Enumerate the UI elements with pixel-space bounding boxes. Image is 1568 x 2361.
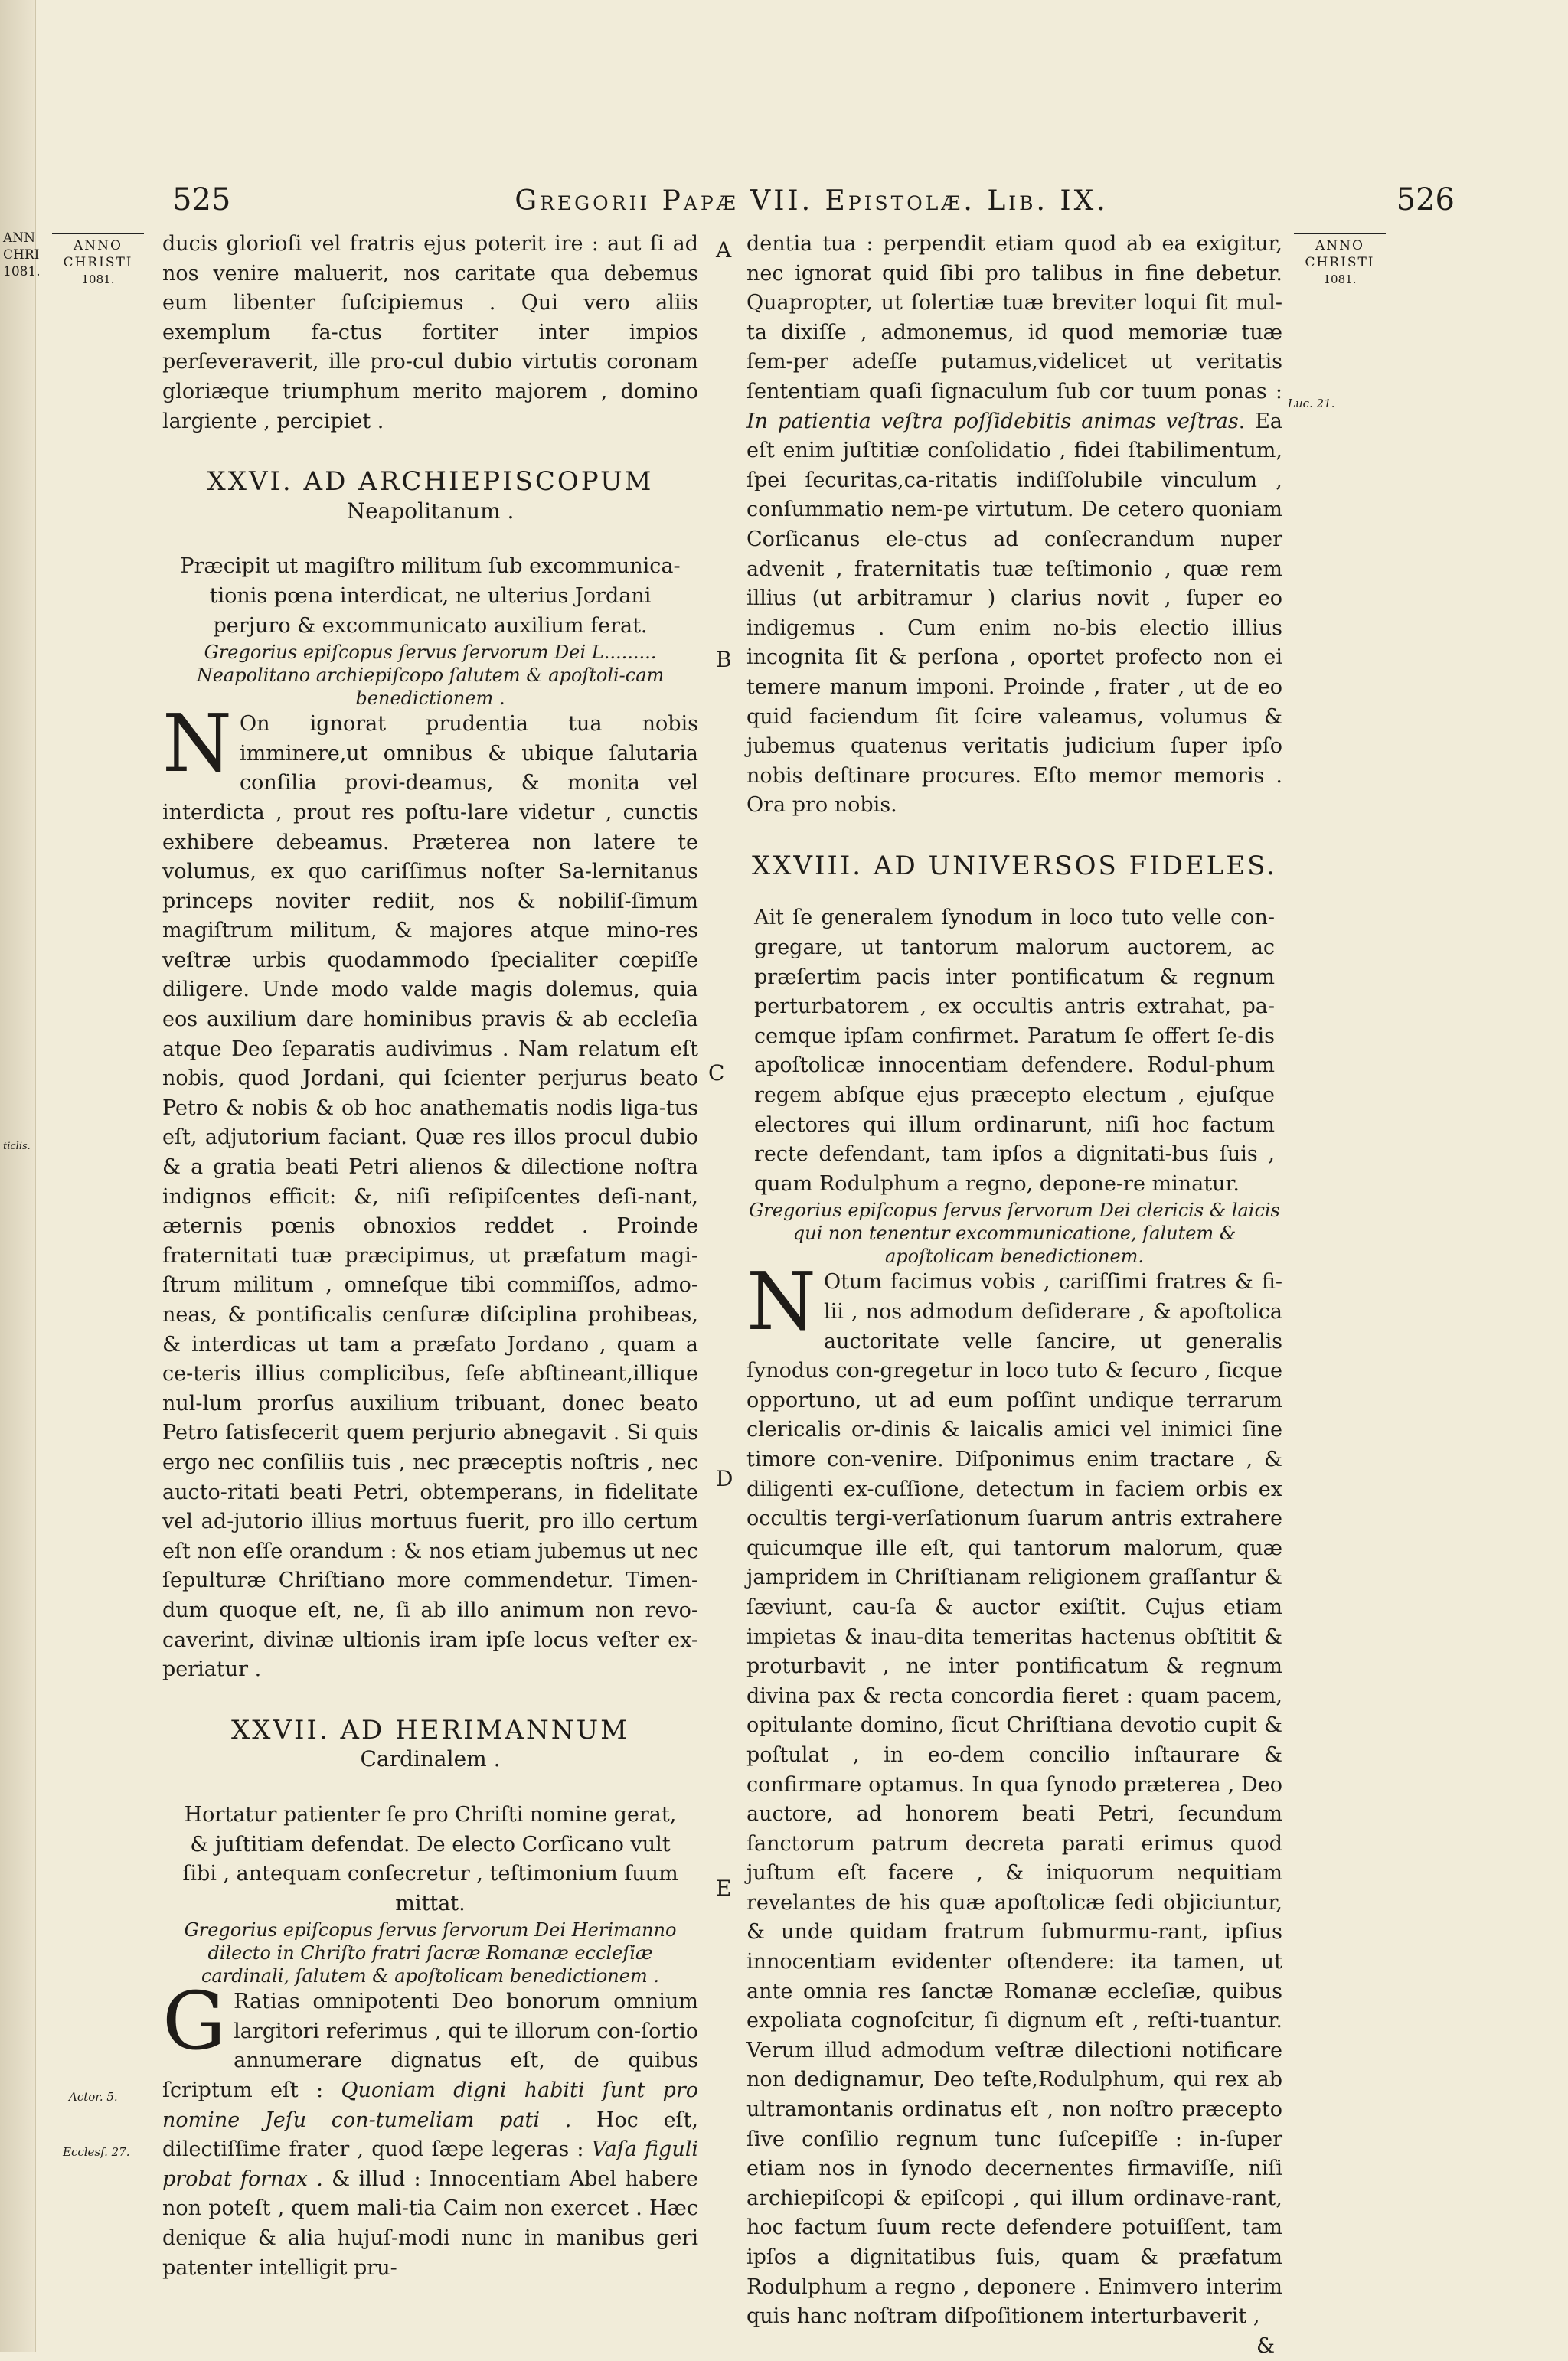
letter-summary-xxviii: Ait ſe generalem ſynodum in loco tuto velle con-gregare, ut tantorum malorum auctorem, ac præſertim pacis inter pontificatum & regnum perturbatorem , ex occultis antris extrahat, pa-cemque ipſam confirmet. Paratum ſe offert ſe-dis apoſtolicæ innocentiam defendere. Rodul-phum regem abſque ejus præcepto electum , ejuſque electores qui illum ordinarunt, niſi hoc factum recte defendant, tam ipſos a dignitati-bus ſuis , quam Rodulphum a regno, depone-re minatur.: [754, 906, 1275, 1196]
section-letter-a: A: [716, 237, 732, 263]
scripture-quote: Quoniam digni habiti ſunt pro nomine Jeſu con-tumeliam pati .: [162, 2079, 698, 2132]
letter-heading-xxviii: XXVIII. AD UNIVERSOS FIDELES.: [752, 850, 1277, 881]
page-number-right: 526: [1396, 182, 1455, 217]
initial-letter: N: [162, 697, 232, 791]
letter-subheading-xxvi: Neapolitanum .: [346, 498, 514, 524]
scripture-quote: Vaſa figuli probat fornax .: [162, 2137, 698, 2191]
margin-rule: [52, 233, 144, 234]
gutter-anno-fragment: ANN CHRI 1081.: [3, 230, 41, 279]
letter-body-xxviii: N Otum facimus vobis , cariſſimi fratres & fi-lii , nos admodum deſiderare , & apoſtolica auctoritate velle ſancire, ut generalis ſynodus con-gregetur in loco tuto & ſecuro , ſicque opportuno, ut ad eum poſſint undique terrarum clericalis or-dinis & laicalis amici vel inimici ſine timore con-venire. Diſponimus enim tractare , & diligenti ex-cuſſione, detectum in faciem orbis ex occultis tergi-verſationum ſuarum antris extrahere quicumque ille eſt, qui tantorum malorum, quæ jampridem in Chriſtianam religionem graſſantur & ſæviunt, cau-ſa & auctor exiſtit. Cujus etiam impietas & inau-dita temeritas hactenus obſtitit & proturbavit , ne inter pontificatum & regnum divina pax & recta concordia fieret : quam pacem, opitulante domino, ſicut Chriſtiana devotio cupit & poſtulat , in eo-dem concilio inſtaurare & confirmare optamus. In qua ſynodo præterea , Deo auctore, ad honorem beati Petri, ſecundum ſanctorum patrum decreta parati erimus quod juſtum eſt facere , & iniquorum nequitiam revelantes de his quæ apoſtolicæ ſedi objiciuntur, & unde quidam fratrum ſubmurmu-rant, ipſius innocentiam evidenter oſtendere: ita tamen, ut ante omnia res ſanctæ Romanæ eccleſiæ, quibus expoliata cognoſcitur, ſi dignum eſt , reſti-tuantur. Verum illud admodum veſtræ dilectioni notificare non dedignamur, Deo teſte,Rodulphum, qui rex ab ultramontanis ordinatus eſt , non noſtro præcepto ſive conſilio regnum tunc ſuſcepiſſe : in-ſuper etiam nos in ſynodo decernentes firmaviſſe, niſi archiepiſcopi & epiſcopi , qui illum ordinave-rant, hoc factum ſuum recte defendere potuiſſent, tam ipſos a dignitatibus ſuis, quam & præfatum Rodulphum a regno , deponere . Enimvero interim quis hanc noſtram diſpoſitionem interturbaverit ,: [746, 1255, 1282, 2329]
section-letter-b: B: [716, 647, 732, 672]
letter-summary-xxvii: Hortatur patienter ſe pro Chriſti nomine gerat, & juſtitiam defendat. De electo Corſicano vult ſibi , antequam conſecretur , teſtimonium ſuum mittat.: [182, 1802, 678, 1915]
letter-heading-xxvii: XXVII. AD HERIMANNUM: [231, 1714, 629, 1745]
binding-gutter: [0, 0, 41, 2352]
section-letter-d: D: [716, 1466, 733, 1491]
page-number-left: 525: [172, 182, 231, 217]
letter-body-xxvii: G Ratias omnipotenti Deo bonorum omnium largitori referimus , qui te illorum con-ſortio annumerare dignatus eſt, de quibus ſcriptum eſt : Quoniam digni habiti ſunt pro nomine Jeſu con-tumeliam pati . Hoc eſt, dilectiſſime frater , quod ſæpe legeras : Vaſa figuli probat fornax . & illud : Innocentiam Abel habere non poteſt , quem mali-tia Caim non exercet . Hæc denique & alia hujuſ-modi nunc in manibus geri patenter intelligit pru-: [162, 1974, 699, 2280]
margin-anno-right: ANNO CHRISTI 1081.: [1294, 233, 1386, 288]
letter-subheading-xxvii: Cardinalem .: [360, 1746, 501, 1772]
letter-salutation-xxviii: Gregorius epiſcopus ſervus ſervorum Dei clericis & laicis qui non tenentur excommunicatione, ſalutem & apoſtolicam benedictionem.: [749, 1200, 1280, 1268]
left-column: [162, 230, 698, 2283]
letter-continuation: dentia tua : perpendit etiam quod ab ea exigitur, nec ignorat quid ſibi pro talibus in fine debetur. Quapropter, ut ſolertiæ tuæ breviter loqui ſit mul-ta dixiſſe , admonemus, id quod memoriæ tuæ ſem-per adeſſe putamus,videlicet ut veritatis ſententiam quaſi ſignaculum ſub cor tuum ponas : In patientia veſtra poſſidebitis animas veſtras. Ea eſt enim juſtitiæ conſolidatio , fidei ſtabilimentum, ſpei ſecuritas,ca-ritatis indiſſolubile vinculum , conſummatio nem-pe virtutum. De cetero quoniam Corſicanus ele-ctus ad conſecrandum nuper advenit , fraternitatis tuæ teſtimonio , quæ rem illius (ut arbitramur ) clarius novit , ſuper eo indigemus . Cum enim no-bis electio illius incognita ſit & perſona , oportet profecto non ei temere manum imponi. Proinde , frater , ut de eo quid faciendum ſit ſcire valeamus, volumus & jubemus quatenus veritatis judicium ſuper ipſo nobis deſtinare procures. Eſto memor memoris . Ora pro nobis.: [746, 232, 1282, 818]
initial-letter: G: [162, 1974, 227, 2069]
letter-summary-xxvi: Præcipit ut magiſtro militum ſub excommunica-tionis pœna interdicat, ne ulterius Jordani perjuro & excommunicato auxilium ferat.: [180, 554, 681, 638]
page-title: Gregorii Papæ VII. Epistolæ. Lib. IX.: [514, 185, 1109, 217]
gutter-note: ticlis.: [3, 1141, 31, 1152]
margin-anno-left: ANNO CHRISTI 1081.: [52, 233, 144, 288]
letter-salutation-xxvi: Gregorius epiſcopus ſervus ſervorum Dei L......... Neapolitano archiepiſcopo ſalutem & apoſtoli-cam benedictionem .: [196, 642, 665, 710]
section-letter-c: C: [708, 1060, 725, 1086]
scripture-quote: In patientia veſtra poſſidebitis animas veſtras.: [746, 409, 1246, 433]
section-letter-e: E: [716, 1876, 732, 1901]
running-head: [138, 182, 1485, 228]
catchword: &: [1256, 2333, 1275, 2358]
initial-letter: N: [746, 1255, 816, 1349]
letter-heading-xxvi: XXVI. AD ARCHIEPISCOPUM: [207, 466, 654, 498]
letter-body-xxvi: N On ignorat prudentia tua nobis imminere,ut omnibus & ubique ſalutaria conſilia provi-deamus, & monita vel interdicta , prout res poſtu-lare videtur , cunctis exhibere debeamus. Præterea non latere te volumus, ex quo cariſſimus noſter Sa-lernitanus princeps noviter rediit, nos & nobiliſ-ſimum magiſtrum militum, & majores atque mino-res veſtræ urbis quodammodo ſpecialiter cœpiſſe diligere. Unde modo valde magis dolemus, quia eos auxilium dare hominibus pravis & ab eccleſia atque Deo ſeparatis audivimus . Nam relatum eſt nobis, quod Jordani, qui ſcienter perjurus beato Petro & nobis & ob hoc anathematis nodis liga-tus eſt, adjutorium faciant. Quæ res illos procul dubio & a gratia beati Petri alienos & dilectione noſtra indignos efficit: &, niſi reſipiſcentes deſi-nant, æternis pœnis obnoxios reddet . Proinde fraternitati tuæ præcipimus, ut præfatum magi-ſtrum militum , omneſque tibi commiſſos, admo-neas, & pontificalis cenſuræ diſciplina prohibeas, & interdicas ut tam a præfato Jordano , quam a ce-teris illius complicibus, ſeſe abſtineant,illique nul-lum prorſus auxilium tribuant, donec beato Petro ſatisfecerit quem perjurio abnegavit . Si quis ergo nec conſiliis tuis , nec præceptis noſtris , nec aucto-ritati beati Petri, obtemperans, in fidelitate vel ad-jutorio illius mortuus fuerit, pro illo certum eſt non eſſe orandum : & nos etiam jubemus ut nec ſepulturæ Chriſtiano more commendetur. Timen-dum quoque eſt, ne, ſi ab illo animum non revo-caverint, divinæ ultionis iram ipſe locus veſter ex-periatur .: [162, 697, 698, 1682]
right-column: [746, 230, 1282, 2361]
margin-rule: [1294, 233, 1386, 234]
margin-ref-luc: Luc. 21.: [1288, 397, 1335, 410]
letter-salutation-xxvii: Gregorius epiſcopus ſervus ſervorum Dei Herimanno dilecto in Chriſto fratri ſacræ Romanæ eccleſiæ cardinali, ſalutem & apoſtolicam benedictionem .: [184, 1919, 677, 1987]
letter-continuation: ducis glorioſi vel fratris ejus poterit ire : aut ſi ad nos venire maluerit, nos caritate qua debemus eum libenter ſuſcipiemus . Qui vero aliis exemplum fa-ctus fortiter inter impios perſeveraverit, ille pro-cul dubio virtutis coronam gloriæque triumphum merito majorem , domino largiente , percipiet .: [162, 232, 698, 433]
margin-ref-actor: Actor. 5.: [69, 2090, 118, 2104]
margin-ref-eccles: Ecclesf. 27.: [63, 2145, 130, 2159]
